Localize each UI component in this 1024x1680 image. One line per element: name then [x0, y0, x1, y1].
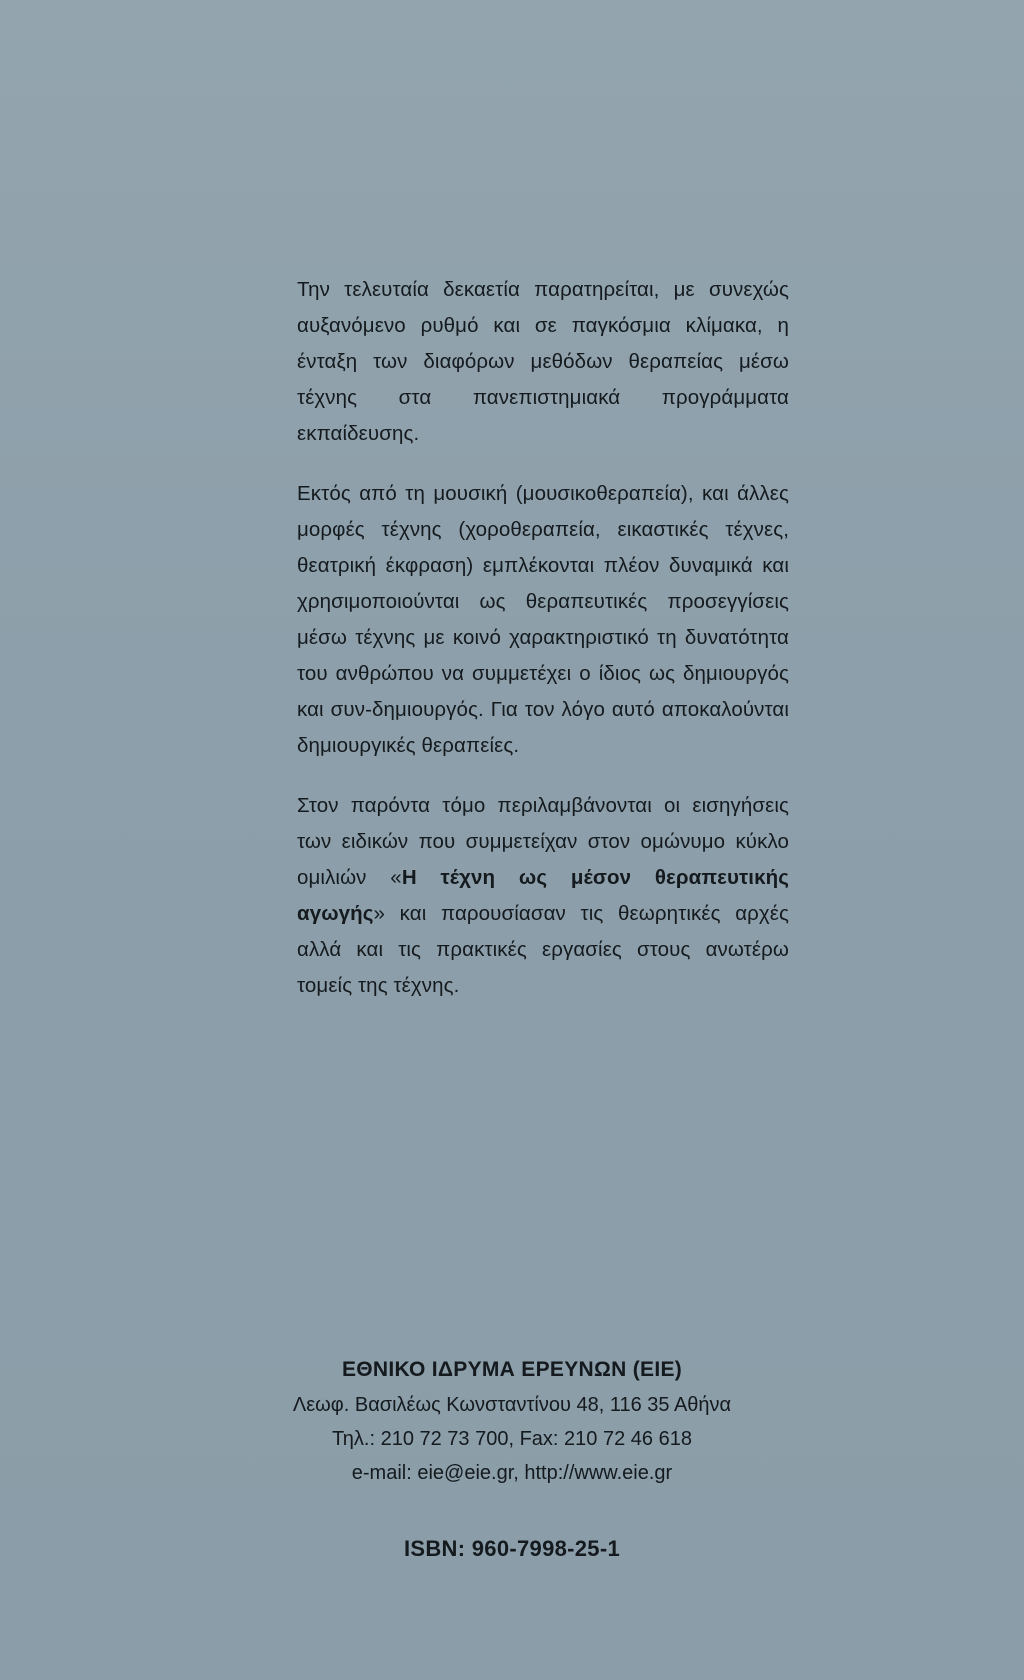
paragraph-intro: Την τελευταία δεκαετία παρατηρείται, με συνεχώς αυξανόμενο ρυθμό και σε παγκόσμια κλίμακα, η ένταξη των διαφόρων μεθόδων θεραπείας μέσω τέχνης στα πανεπιστημιακά προγράμματα εκπαίδευσης.	[297, 278, 789, 445]
lecture-series-title: Η τέχνη ως μέσον θεραπευτικής αγωγής	[297, 866, 789, 925]
paragraph-volume-contents	[297, 788, 789, 1004]
publisher-contact: e-mail: eie@eie.gr, http://www.eie.gr	[351, 1462, 673, 1484]
paragraph-volume-text-end: » και παρουσίασαν τις θεωρητικές αρχές αλλά και τις πρακτικές εργασίες στους ανωτέρω τομείς της τέχνης.	[297, 902, 789, 997]
publisher-name: ΕΘΝΙΚΟ ΙΔΡΥΜΑ ΕΡΕΥΝΩΝ (ΕΙΕ)	[341, 1358, 683, 1381]
paragraph-creative-therapies: Εκτός από τη μουσική (μουσικοθεραπεία), και άλλες μορφές τέχνης (χοροθεραπεία, εικαστικές τέχνες, θεατρική έκφραση) εμπλέκονται πλέον δυναμικά και χρησιμοποιούνται ως θεραπευτικές προσεγγίσεις μέσω τέχνης με κοινό χαρακτηριστικό τη δυνατότητα του ανθρώπου να συμμετέχει ο ίδιος ως δημιουργός και συν-δημιουργός. Για τον λόγο αυτό αποκαλούνται δημιουργικές θεραπείες.	[297, 482, 789, 757]
paragraph-volume-text-start: Στον παρόντα τόμο περιλαμβάνονται οι εισηγήσεις των ειδικών που συμμετείχαν στον ομώνυμο κύκλο ομιλιών «	[297, 794, 789, 889]
publisher-address: Λεωφ. Βασιλέως Κωνσταντίνου 48, 116 35 Αθήνα	[292, 1394, 732, 1416]
isbn-number: ISBN: 960-7998-25-1	[403, 1536, 621, 1561]
publisher-phone: Τηλ.: 210 72 73 700, Fax: 210 72 46 618	[332, 1428, 692, 1450]
publisher-info	[0, 1352, 1024, 1490]
blurb-text	[297, 272, 789, 1028]
